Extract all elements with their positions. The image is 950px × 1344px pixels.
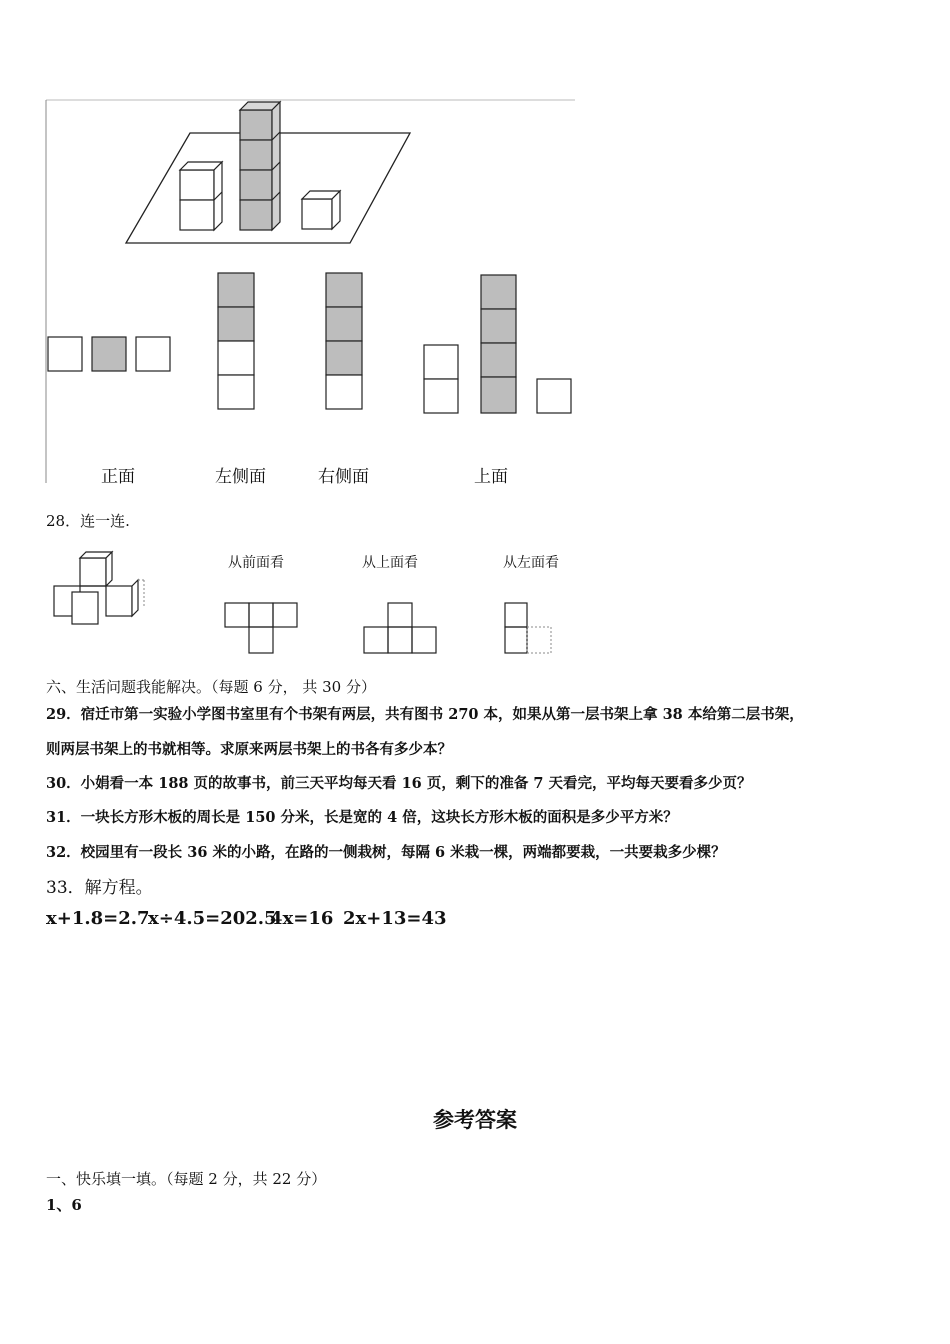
front-view xyxy=(48,337,170,371)
equation-2: x÷4.5=202.5 xyxy=(148,908,277,929)
q28-solid-figure xyxy=(48,548,148,630)
right-side-view xyxy=(326,273,362,409)
top-view xyxy=(424,275,571,413)
right-side-view-label: 右侧面 xyxy=(318,467,369,487)
answers-section1: 一、快乐填一填。（每题 2 分，共 22 分） xyxy=(46,1170,327,1188)
left-side-view xyxy=(218,273,254,409)
q28-heading: 28．连一连. xyxy=(46,512,130,530)
q28-caption-front: 从前面看 xyxy=(228,555,284,571)
q32-text: 32．校园里有一段长 36 米的小路，在路的一侧栽树，每隔 6 米栽一棵，两端都要栽，一共要栽多少棵？ xyxy=(46,844,726,861)
section6-heading: 六、生活问题我能解决。（每题 6 分， 共 30 分） xyxy=(46,678,376,696)
q28-caption-top: 从上面看 xyxy=(362,555,418,571)
q33-heading: 33．解方程。 xyxy=(46,878,153,898)
left-cube-stack xyxy=(180,162,222,230)
q28-left-view xyxy=(500,600,556,656)
q29-line1: 29．宿迁市第一实验小学图书室里有个书架有两层，共有图书 270 本，如果从第一层书架上拿 38 本给第二层书架， xyxy=(46,706,804,723)
equation-1: x+1.8=2.7 xyxy=(46,908,150,929)
q30-text: 30．小娟看一本 188 页的故事书，前三天平均每天看 16 页，剩下的准备 7 天看完，平均每天要看多少页？ xyxy=(46,775,752,792)
q28-caption-left: 从左面看 xyxy=(503,555,559,571)
answers-title: 参考答案 xyxy=(433,1107,517,1132)
front-view-label: 正面 xyxy=(101,467,135,487)
tall-cube-stack xyxy=(240,102,280,230)
q28-top-view xyxy=(360,600,442,656)
answer-1: 1、6 xyxy=(46,1196,82,1214)
equation-3: 4x=16 xyxy=(270,908,334,929)
q29-line2: 则两层书架上的书就相等。求原来两层书架上的书各有多少本？ xyxy=(46,741,452,758)
cube-views-figure xyxy=(40,95,580,490)
q31-text: 31．一块长方形木板的周长是 150 分米，长是宽的 4 倍，这块长方形木板的面积是多少平方米？ xyxy=(46,809,678,826)
q28-front-view xyxy=(222,600,302,656)
single-cube xyxy=(302,191,340,229)
top-view-label: 上面 xyxy=(474,467,508,487)
equation-4: 2x+13=43 xyxy=(343,908,447,929)
left-side-view-label: 左侧面 xyxy=(215,467,266,487)
